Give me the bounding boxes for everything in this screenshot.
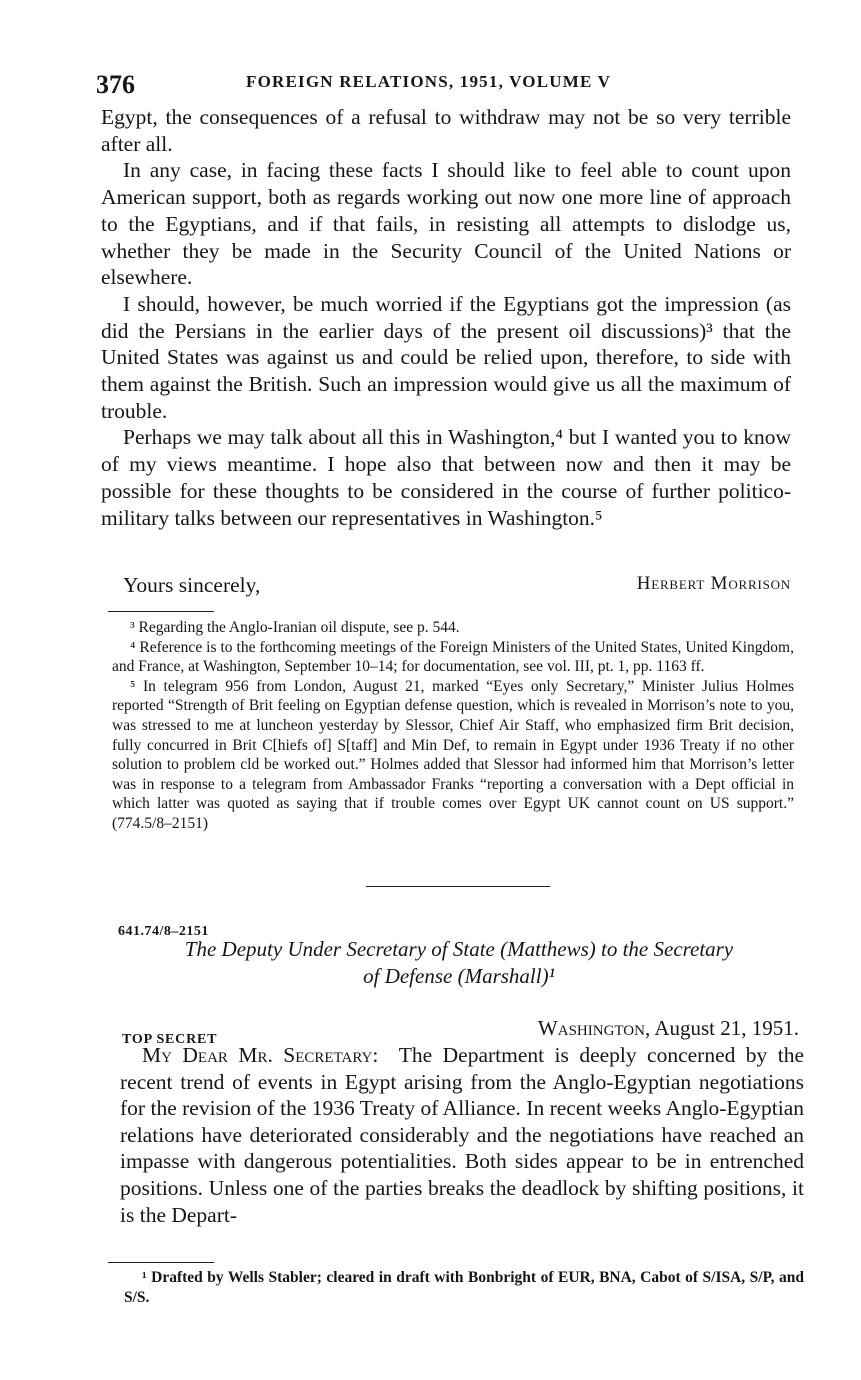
dateline-place: Washington, [537,1016,651,1040]
footnote: ⁵ In telegram 956 from London, August 21, marked “Eyes only Secretary,” Minister Julius Holmes reported “Strength of Brit feeling on Egyptian defense question, which is revealed in Morrison’s note to you, was stressed to me at luncheon yesterday by Slessor, Chief Air Staff, who emphasized firm Brit decision, fully concurred in Brit C[hiefs of] S[taff] and Min Def, to remain in Egypt under 1936 Treaty if no other solution to problem cld be worked out.” Holmes added that Slessor had informed him that Morrison’s letter was in response to a telegram from Ambassador Franks “reporting a conversation with a Dept official in which latter was quoted as saying that if trouble comes over Egypt UK cannot count on US support.” (774.5/8–2151) [112,677,794,832]
dateline-date: August 21, 1951. [654,1016,799,1040]
salutation: My Dear Mr. Secretary: [142,1043,379,1067]
memo-text: The Department is deeply concerned by the recent trend of events in Egypt arising from the Anglo-Egyptian negotiations for the revision of the 1936 Treaty of Alliance. In recent weeks Anglo-Egyptian relations have deteriorated considerably and the negotiations have reached an impasse with dangerous potentialities. Both sides appear to be in entrenched positions. Unless one of the parties breaks the deadlock by shifting positions, it is the Depart- [120,1043,805,1227]
letter-closing [101,573,791,603]
memo-footnotes [124,1268,804,1308]
footnotes [112,618,794,834]
document-title-line: of Defense (Marshall)¹ [363,964,555,988]
document-title [114,936,804,990]
running-title: FOREIGN RELATIONS, 1951, VOLUME V [246,72,612,91]
page-number: 376 [96,70,135,99]
letter-paragraph: In any case, in facing these facts I should like to feel able to count upon American support, both as regards working out now one more line of approach to the Egyptians, and if that fails, in resisting all attempts to dislodge us, whether they be made in the Security Council of the United Nations or elsewhere. [101,158,791,290]
section-separator [366,886,550,887]
dateline [538,1016,799,1041]
letter-paragraph: Perhaps we may talk about all this in Washington,⁴ but I wanted you to know of my views meantime. I hope also that between now and then it may be possible for these thoughts to be considered in the course of further politico-military talks between our representatives in Washington.⁵ [101,425,791,530]
letter-paragraph: I should, however, be much worried if the Egyptians got the impression (as did the Persians in the earlier days of the present oil discussions)³ that the United States was against us and could be relied upon, therefore, to side with them against the British. Such an impression would give us all the maximum of trouble. [101,291,791,423]
running-head [96,66,656,106]
document-title-line: The Deputy Under Secretary of State (Matthews) to the Secretary [184,937,734,961]
signature: Herbert Morrison [636,573,791,594]
footnote-rule [108,611,214,612]
file-number: 641.74/8–2151 [118,924,209,939]
valediction: Yours sincerely, [123,573,261,597]
classification-marking: TOP SECRET [122,1032,218,1047]
footnote: ³ Regarding the Anglo-Iranian oil dispute, see p. 544. [130,619,460,636]
footnote: ¹ Drafted by Wells Stabler; cleared in draft with Bonbright of EUR, BNA, Cabot of S/ISA, S/P, and S/S. [124,1269,804,1306]
memo-paragraph [120,1042,804,1228]
memo-body [120,1042,804,1228]
letter-body [101,104,791,531]
letter-paragraph: Egypt, the consequences of a refusal to withdraw may not be so very terrible after all. [101,105,791,156]
footnote: ⁴ Reference is to the forthcoming meetings of the Foreign Ministers of the United States, United Kingdom, and France, at Washington, September 10–14; for documentation, see vol. III, pt. 1, pp. 1163 ff. [112,638,794,676]
footnote-rule [108,1262,214,1263]
